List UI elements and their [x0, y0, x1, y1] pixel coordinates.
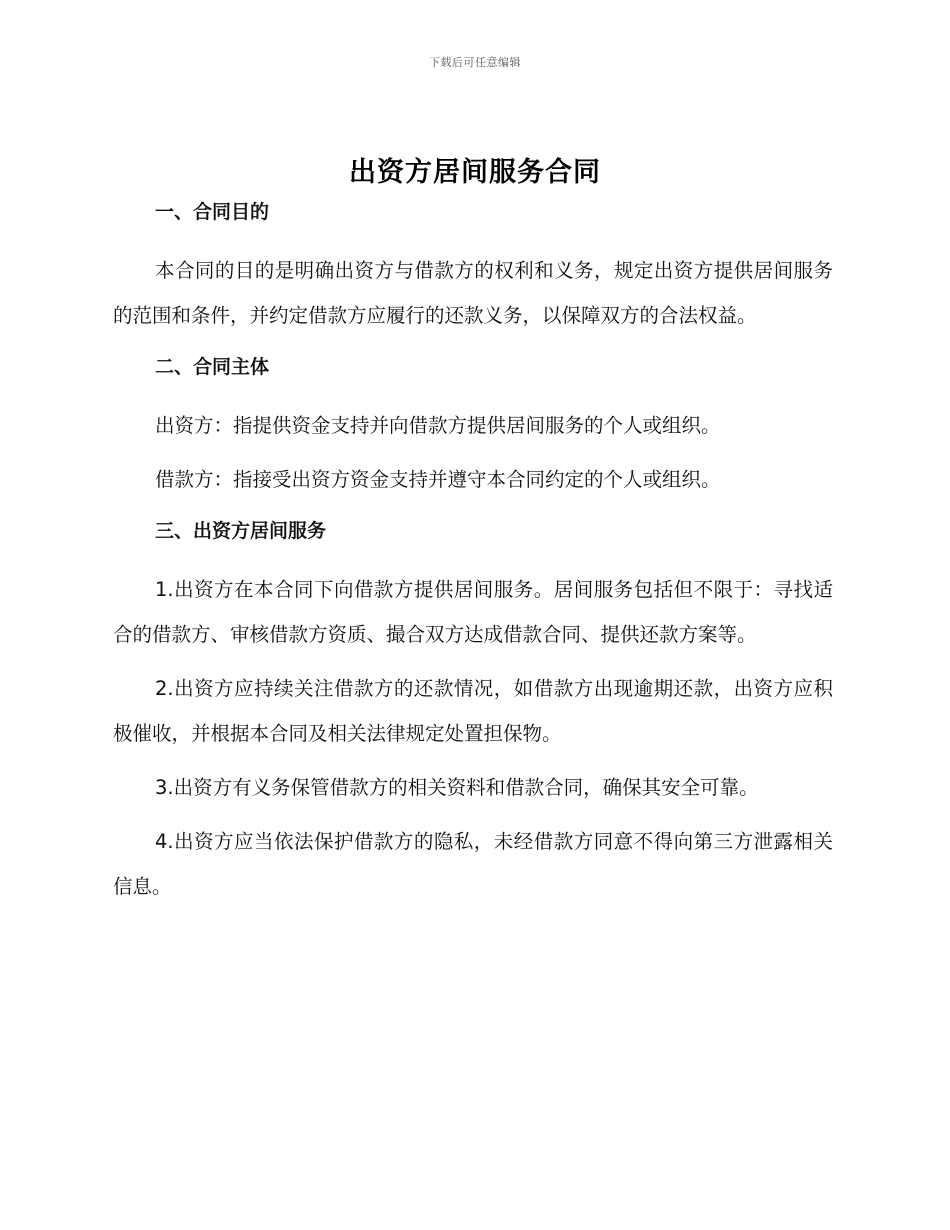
header-note: 下载后可任意编辑 [429, 56, 521, 69]
paragraph-purpose: 本合同的目的是明确出资方与借款方的权利和义务，规定出资方提供居间服务的范围和条件，并约定借款方应履行的还款义务，以保障双方的合法权益。 [113, 259, 833, 327]
paragraph-service-item-4: 4.出资方应当依法保护借款方的隐私，未经借款方同意不得向第三方泄露相关信息。 [113, 830, 833, 898]
paragraph-borrower-definition: 借款方：指接受出资方资金支持并遵守本合同约定的个人或组织。 [155, 468, 721, 491]
document-body [113, 196, 833, 909]
paragraph-service-item-2: 2.出资方应持续关注借款方的还款情况，如借款方出现逾期还款，出资方应积极催收，并根据本合同及相关法律规定处置担保物。 [113, 677, 833, 745]
paragraph-service-item-1: 1.出资方在本合同下向借款方提供居间服务。居间服务包括但不限于：寻找适合的借款方、审核借款方资质、撮合双方达成借款合同、提供还款方案等。 [113, 578, 833, 646]
paragraph-service-item-3: 3.出资方有义务保管借款方的相关资料和借款合同，确保其安全可靠。 [155, 776, 759, 799]
section-heading-parties: 二、合同主体 [155, 356, 270, 378]
section-heading-services: 三、出资方居间服务 [155, 520, 327, 542]
section-heading-purpose: 一、合同目的 [155, 201, 270, 223]
document-title: 出资方居间服务合同 [349, 157, 601, 188]
paragraph-investor-definition: 出资方：指提供资金支持并向借款方提供居间服务的个人或组织。 [155, 414, 721, 437]
